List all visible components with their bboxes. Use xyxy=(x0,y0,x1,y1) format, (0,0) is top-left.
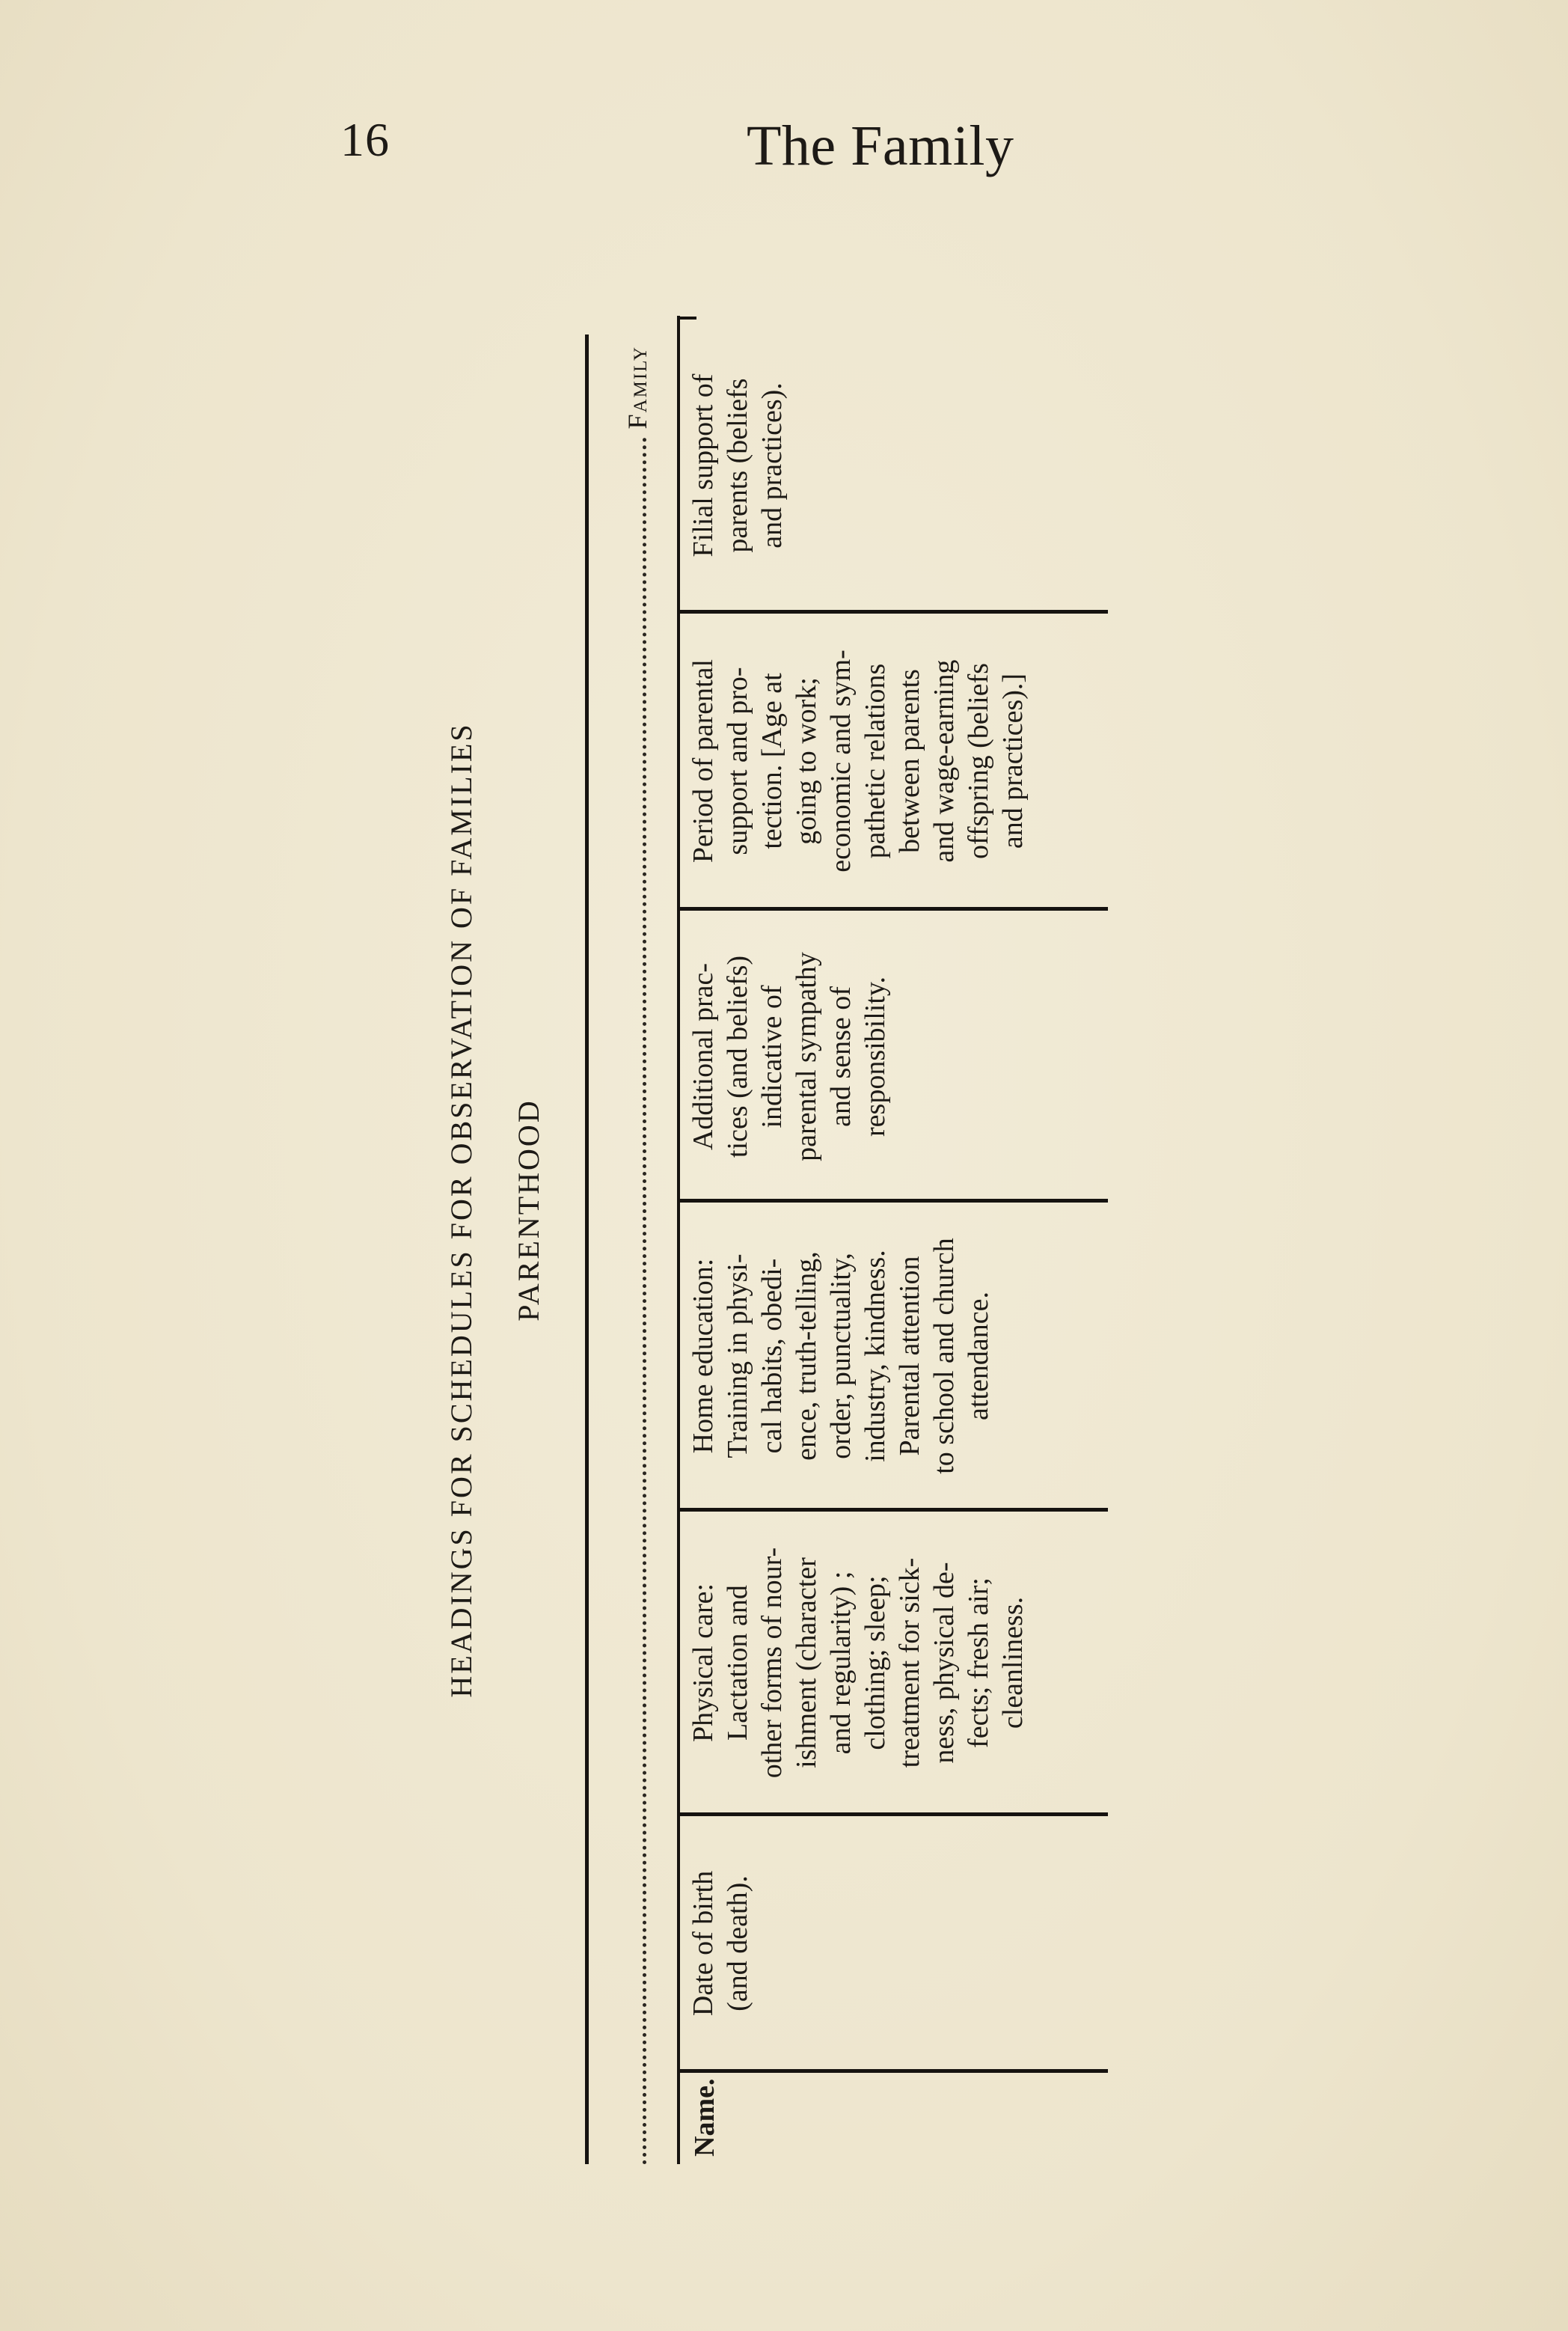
schedule-subheading: PARENTHOOD xyxy=(512,1099,545,1322)
column-line: Home education: xyxy=(687,1258,719,1454)
column-parental-support xyxy=(686,615,1120,907)
column-line: Lactation and xyxy=(722,1585,753,1741)
column-line: ness, physical de- xyxy=(928,1562,960,1764)
column-separator xyxy=(680,2069,1108,2073)
column-line: pathetic relations xyxy=(860,663,891,859)
running-title: The Family xyxy=(747,114,1014,177)
column-line: between parents xyxy=(894,669,925,853)
table-top-rule xyxy=(677,316,680,2164)
column-separator xyxy=(680,610,1108,614)
column-line: Physical care: xyxy=(687,1583,719,1743)
column-line: Parental attention xyxy=(894,1256,925,1456)
column-line: and regularity) ; xyxy=(825,1571,857,1755)
family-dot-leader xyxy=(628,436,646,2164)
column-line: tices (and beliefs) xyxy=(722,955,753,1158)
column-separator xyxy=(680,1199,1108,1203)
table-right-edge xyxy=(677,317,696,320)
column-line: industry, kindness. xyxy=(860,1250,891,1462)
rotated-schedule-table xyxy=(430,256,1223,2164)
column-line: and practices).] xyxy=(997,673,1029,849)
column-line: clothing; sleep; xyxy=(860,1575,891,1750)
column-line: and sense of xyxy=(825,986,857,1127)
column-line: offspring (beliefs xyxy=(963,662,994,860)
name-column-label: Name. xyxy=(689,2078,720,2157)
column-line: Training in physi- xyxy=(722,1253,753,1458)
column-line: parental sympathy xyxy=(791,952,822,1161)
column-separator xyxy=(680,1812,1108,1816)
column-line: going to work; xyxy=(791,677,822,845)
schedule-heading: HEADINGS FOR SCHEDULES FOR OBSERVATION OF FAMILIES xyxy=(444,722,478,1698)
column-separator xyxy=(680,1508,1108,1512)
family-line xyxy=(622,346,656,2164)
column-line: order, punctuality, xyxy=(825,1253,857,1459)
column-physical-care xyxy=(686,1513,1120,1812)
column-line: ishment (character xyxy=(791,1557,822,1768)
column-line: fects; fresh air; xyxy=(963,1577,994,1748)
family-label: Family xyxy=(622,346,652,430)
column-line: responsibility. xyxy=(860,977,891,1137)
column-line: parents (beliefs xyxy=(722,378,753,553)
page-number: 16 xyxy=(340,113,390,166)
column-additional-practices xyxy=(686,914,1120,1199)
column-line: cal habits, obedi- xyxy=(756,1258,788,1454)
column-line: economic and sym- xyxy=(825,650,857,873)
column-line: Date of birth xyxy=(687,1870,719,2017)
column-line: attendance. xyxy=(963,1292,994,1420)
column-filial-support xyxy=(686,323,1120,608)
column-separator xyxy=(680,907,1108,911)
column-line: support and pro- xyxy=(722,667,753,855)
column-line: to school and church xyxy=(928,1238,960,1474)
column-date-of-birth xyxy=(686,1820,1120,2067)
column-line: and practices). xyxy=(756,382,788,549)
column-line: other forms of nour- xyxy=(756,1547,788,1779)
heading-rule xyxy=(585,334,589,2164)
column-line: tection. [Age at xyxy=(756,673,788,849)
column-line: treatment for sick- xyxy=(894,1557,925,1768)
column-line: Filial support of xyxy=(687,373,719,557)
column-line: ence, truth-telling, xyxy=(791,1251,822,1461)
column-line: and wage-earning xyxy=(928,659,960,863)
column-line: Period of parental xyxy=(687,659,719,864)
column-home-education xyxy=(686,1206,1120,1506)
column-line: indicative of xyxy=(756,985,788,1128)
column-line: Additional prac- xyxy=(687,962,719,1151)
column-line: (and death). xyxy=(722,1875,753,2011)
column-line: cleanliness. xyxy=(997,1596,1029,1729)
